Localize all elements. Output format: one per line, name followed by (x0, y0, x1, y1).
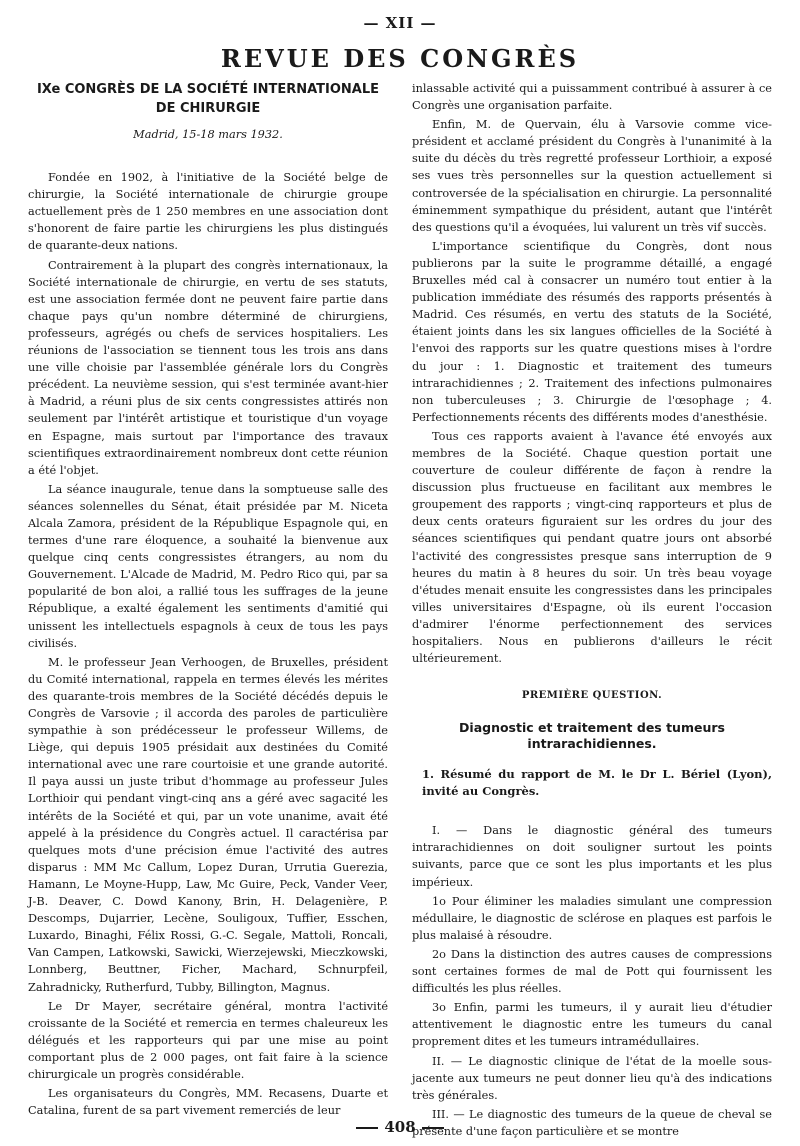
article-place-date: Madrid, 15-18 mars 1932. (133, 128, 283, 141)
page-folio (0, 1118, 800, 1136)
article-title: IXe CONGRÈS DE LA SOCIÉTÉ INTERNATIONALE DE CHIRURGIE (36, 82, 380, 116)
report-paragraph: 2o Dans la distinction des autres causes de compressions sont certaines formes de mal de Pott qui fournissent les difficultés les plus réelles. (412, 947, 772, 996)
right-column (412, 80, 772, 1138)
paragraph: La séance inaugurale, tenue dans la somptueuse salle des séances solennelles du Sénat, était présidée par M. Niceta Alcala Zamora, président de la République Espagnole qui, en termes d'une rare éloquence, a souhaité la bienvenue aux quelque cinq cents congressistes étrangers, au nom du Gouvernement. L'Alcade de Madrid, M. Pedro Rico qui, par sa popularité de bon aloi, a rallié tous les suffrages de la jeune République, a exalté également les sentiments d'amitié qui unissent les intellectuels espagnols à ceux de tous les pays civilisés. (28, 482, 388, 650)
paragraph: Enfin, M. de Quervain, élu à Varsovie comme vice-président et acclamé président du Congrès à l'unanimité à la suite du décès du très regretté professeur Lorthioir, a exposé ses vues très personnelles sur la question actuellement si controversée de la spécialisation en chirurgie. La personnalité éminemment sympathique du président, autant que l'intérêt des questions qu'il a évoquées, lui valurent un très vif succès. (412, 118, 772, 234)
folio-number: 408 (384, 1118, 416, 1136)
report-paragraph: 1o Pour éliminer les maladies simulant une compression médullaire, le diagnostic de sclérose en plaques est parfois le plus malaisé à résoudre. (412, 894, 772, 942)
journal-title: REVUE DES CONGRÈS (220, 44, 580, 73)
paragraph: Fondée en 1902, à l'initiative de la Société belge de chirurgie, la Société internationale de chirurgie groupe actuellement près de 1 250 membres en une association dont s'honorent de faire partie les chirurgiens les plus distingués de quarante-deux nations. (28, 171, 388, 253)
paragraph: Tous ces rapports avaient à l'avance été envoyés aux membres de la Société. Chaque question portait une couverture de couleur différente de façon à rendre la discussion plus fructueuse en facilitant aux membres le groupement des rapports ; vingt-cinq rapporteurs et plus de deux cents orateurs figuraient sur les ordres du jour des séances scientifiques qui pendant quatre jours ont absorbé l'activité des congressistes presque sans interruption de 9 heures du matin à 8 heures du soir. Un très beau voyage d'études menait ensuite les congressistes dans les principales villes universitaires d'Espagne, où ils eurent l'occasion d'admirer l'énorme perfectionnement des services hospitaliers. Nous en publierons d'ailleurs le récit ultérieurement. (412, 429, 772, 666)
section-label: PREMIÈRE QUESTION. (521, 690, 663, 702)
paragraph: Contrairement à la plupart des congrès internationaux, la Société internationale de chirurgie, en vertu de ses statuts, est une association fermée dont ne peuvent faire partie dans chaque pays qu'un nombre déterminé de chirurgiens, professeurs, agrégés ou chefs de services hospitaliers. Les réunions de l'association se tiennent tous les trois ans dans une ville choisie par l'assemblée générale lors du Congrès précédent. La neuvième session, qui s'est terminée avant-hier à Madrid, a réuni plus de six cents congressistes attirés non seulement par l'intérêt artistique et touristique d'un voyage en Espagne, mais surtout par l'importance des travaux scientifiques extraordinairement nombreux dont cette réunion a été l'objet. (28, 258, 388, 477)
folio-dash-left (356, 1127, 378, 1129)
paragraph: Le Dr Mayer, secrétaire général, montra l'activité croissante de la Société et remercia en termes chaleureux les délégués et les rapporteurs qui par une mise au point comportant plus de 2 000 pages, ont fait faire à la science chirurgicale un progrès considérable. (28, 999, 388, 1081)
section-title: Diagnostic et traitement des tumeurs intrarachidiennes. (459, 720, 725, 752)
page-number: — XII — (363, 14, 437, 32)
left-column (28, 80, 388, 1118)
folio-dash-right (422, 1127, 444, 1129)
report-paragraph: III. — Le diagnostic des tumeurs de la queue de cheval se présente d'une façon particulière et se montre (412, 1107, 772, 1138)
paragraph: Les organisateurs du Congrès, MM. Recasens, Duarte et Catalina, furent de sa part vivement remerciés de leur (28, 1087, 388, 1118)
report-heading: 1. Résumé du rapport de M. le Dr L. Bériel (Lyon), invité au Congrès. (422, 767, 772, 799)
paragraph: inlassable activité qui a puissamment contribué à assurer à ce Congrès une organisation parfaite. (412, 82, 772, 113)
report-paragraph: I. — Dans le diagnostic général des tumeurs intrarachidiennes on doit souligner surtout les points suivants, parce que ce sont les plus importants et les plus impérieux. (412, 824, 772, 889)
report-paragraph: II. — Le diagnostic clinique de l'état de la moelle sous-jacente aux tumeurs ne peut donner lieu qu'à des indications très générales. (412, 1054, 772, 1102)
paragraph: M. le professeur Jean Verhoogen, de Bruxelles, président du Comité international, rappela en termes élevés les mérites des quarante-trois membres de la Société décédés depuis le Congrès de Varsovie ; il accorda des paroles de particulière sympathie à son prédécesseur le professeur Willems, de Liège, qui depuis 1905 présidait aux destinées du Comité international avec une rare courtoisie et une grande autorité. Il paya aussi un juste tribut d'hommage au professeur Jules Lorthioir qui pendant vingt-cinq ans a géré avec sagacité les intérêts de la Société et qui, par un vote unanime, avait été appelé à la présidence du Congrès actuel. Il caractérisa par quelques mots d'une précision émue l'activité des autres disparus : MM Mc Callum, Lopez Duran, Urrutia Guerezia, Hamann, Le Moyne-Hupp, Law, Mc Guire, Peck, Vander Veer, J-B. Deaver, C. Dowd Kanony, Brin, H. Delagenière, P. Descomps, Dujarrier, Lecène, Souligoux, Tuffier, Esschen, Luxardo, Binaghi, Félix Rossi, G.-C. Segale, Mattoli, Roncali, Van Campen, Latkowski, Sawicki, Wierzejewski, Mieczkowski, Lonnberg, Beuttner, Ficher, Machard, Schnurpfeil, Zahradnicky, Rutherfurd, Tubby, Billington, Magnus. (28, 655, 388, 994)
report-paragraph: 3o Enfin, parmi les tumeurs, il y aurait lieu d'étudier attentivement le diagnostic entre les tumeurs du canal proprement dites et les tumeurs intramédullaires. (412, 1001, 772, 1049)
paragraph: L'importance scientifique du Congrès, dont nous publierons par la suite le programme détaillé, a engagé Bruxelles méd cal à consacrer un numéro tout entier à la publication immédiate des résumés des rapports présentés à Madrid. Ces résumés, en vertu des statuts de la Société, étaient joints dans les six langues officielles de la Société à l'envoi des rapports sur les quatre questions mises à l'ordre du jour : 1. Diagnostic et traitement des tumeurs intrarachidiennes ; 2. Traitement des infections pulmonaires non tuberculeuses ; 3. Chirurgie de l'œsophage ; 4. Perfectionnements récents des différents modes d'anesthésie. (412, 239, 772, 424)
